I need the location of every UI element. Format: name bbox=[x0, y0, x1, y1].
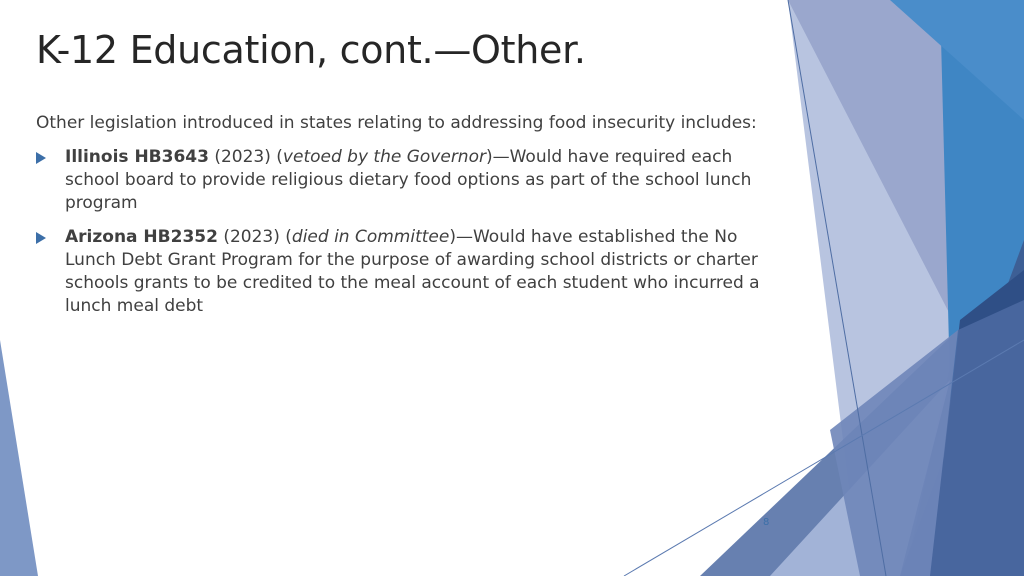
bill-description: )—Would have required each school board to provide religious dietary food options as part of the school lunch program bbox=[65, 147, 752, 213]
triangle-bullet-icon bbox=[36, 152, 46, 164]
slide-title: K-12 Education, cont.—Other. bbox=[36, 28, 586, 72]
bill-status: died in Committee bbox=[291, 227, 450, 247]
bullet-item-arizona bbox=[36, 226, 781, 318]
bullet-item-illinois bbox=[36, 146, 781, 215]
intro-text: Other legislation introduced in states relating to addressing food insecurity includes: bbox=[36, 113, 757, 133]
slide-body bbox=[36, 112, 781, 329]
bill-name: Arizona HB2352 bbox=[65, 227, 218, 247]
bill-status: vetoed by the Governor bbox=[282, 147, 486, 167]
bill-name: Illinois HB3643 bbox=[65, 147, 209, 167]
triangle-bullet-icon bbox=[36, 232, 46, 244]
left-edge-shape bbox=[0, 340, 38, 576]
bill-description: )—Would have established the No Lunch Debt Grant Program for the purpose of awarding school districts or charter schools grants to be credited to the meal account of each student who incurred a lunch meal debt bbox=[65, 227, 760, 316]
bill-year: (2023) ( bbox=[217, 227, 292, 247]
slide-number: 8 bbox=[763, 517, 770, 528]
bill-year: (2023) ( bbox=[208, 147, 283, 167]
